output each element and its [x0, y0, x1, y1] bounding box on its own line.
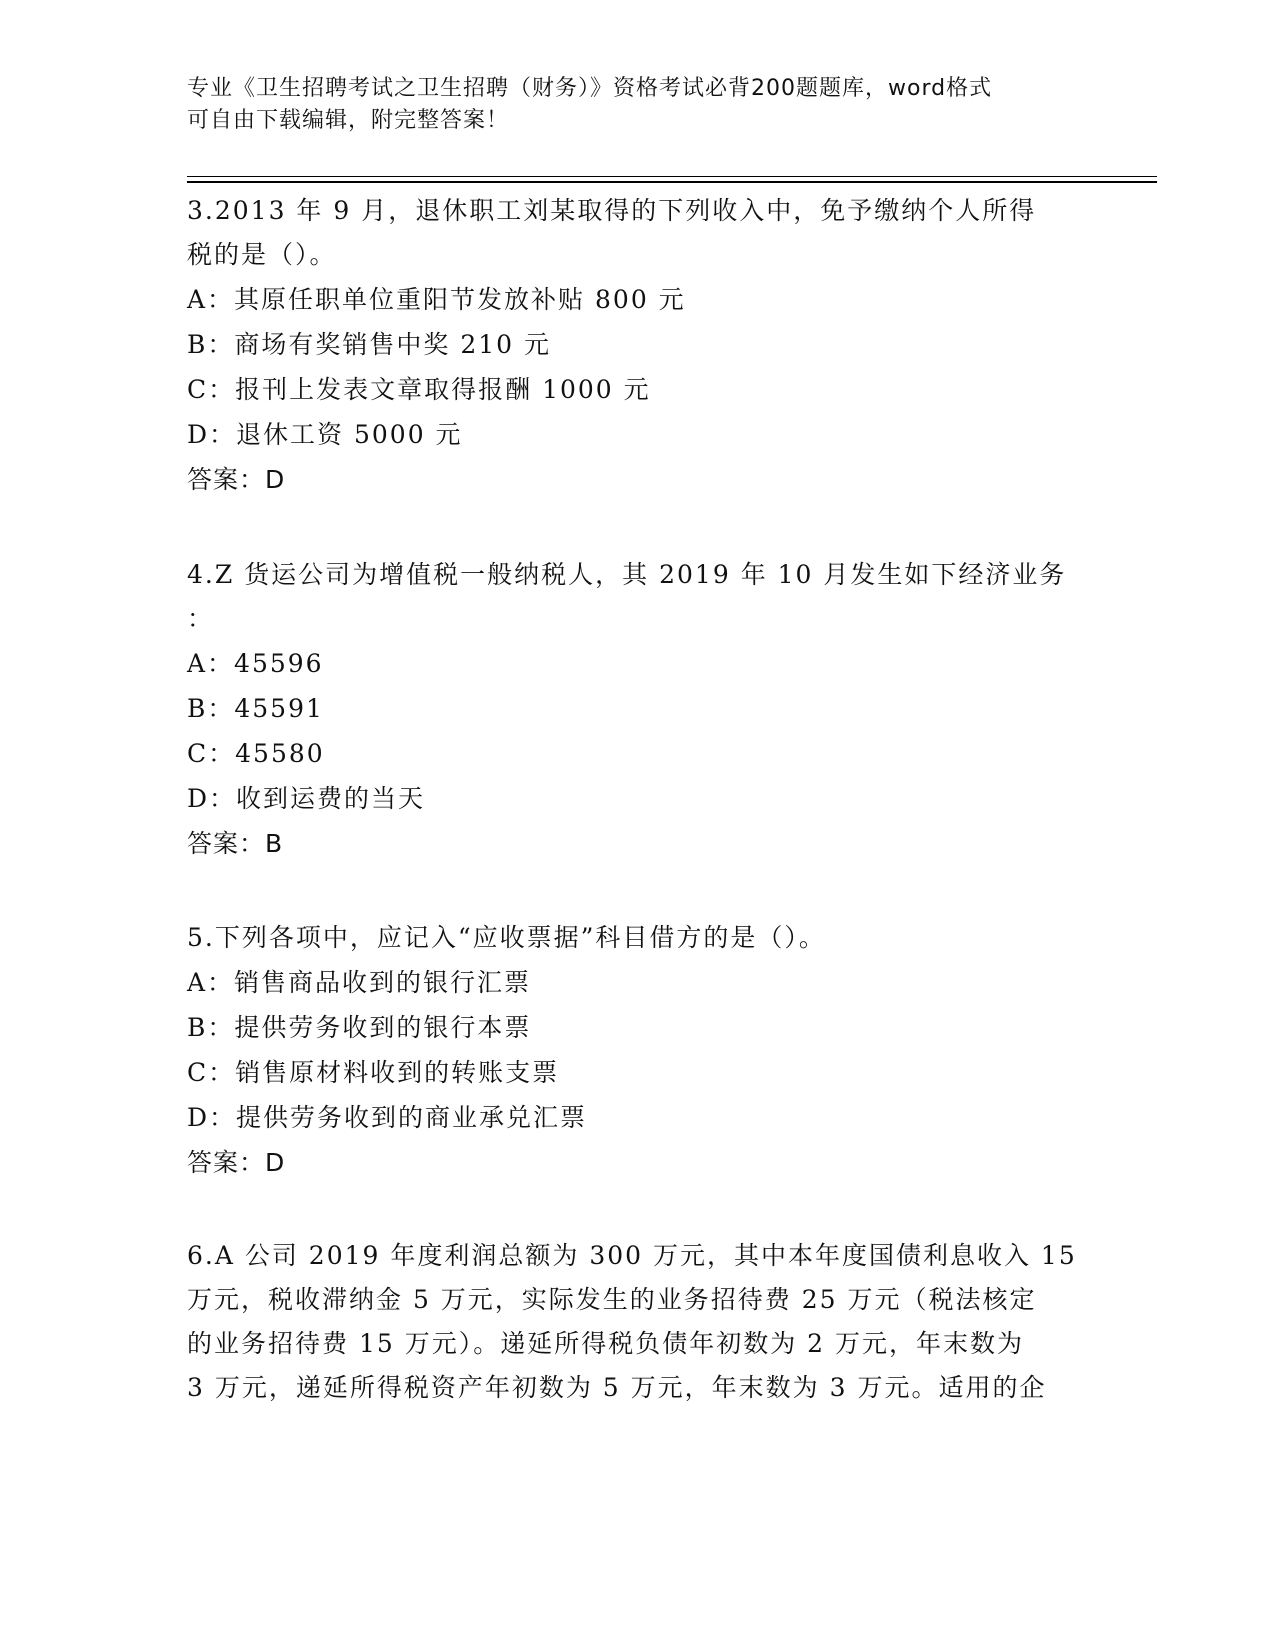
document-header [187, 73, 1067, 137]
option-d: D：提供劳务收到的商业承兑汇票 [187, 1103, 588, 1132]
question-stem-line: 6.A 公司 2019 年度利润总额为 300 万元，其中本年度国债利息收入 15 [187, 1241, 1077, 1270]
option-d: D：退休工资 5000 元 [187, 420, 463, 449]
header-line-1: 专业《卫生招聘考试之卫生招聘（财务）》资格考试必背200题题库，word格式 [187, 76, 993, 101]
question-stem-line: 万元，税收滞纳金 5 万元，实际发生的业务招待费 25 万元（税法核定 [187, 1285, 1037, 1314]
question-stem-line: 税的是（）。 [187, 240, 337, 269]
question-stem-line: 4.Z 货运公司为增值税一般纳税人，其 2019 年 10 月发生如下经济业务 [187, 560, 1067, 589]
answer-line: 答案：D [187, 465, 286, 494]
option-c: C：45580 [187, 739, 325, 768]
option-c: C：销售原材料收到的转账支票 [187, 1058, 560, 1087]
question-stem-line: 3 万元，递延所得税资产年初数为 5 万元，年末数为 3 万元。适用的企 [187, 1373, 1047, 1402]
option-b: B：提供劳务收到的银行本票 [187, 1013, 532, 1042]
option-b: B：商场有奖销售中奖 210 元 [187, 330, 551, 359]
question-block [187, 189, 1087, 503]
option-a: A：其原任职单位重阳节发放补贴 800 元 [187, 285, 686, 314]
header-divider-thick [187, 181, 1157, 183]
question-block [187, 1234, 1087, 1410]
option-b: B：45591 [187, 694, 324, 723]
option-c: C：报刊上发表文章取得报酬 1000 元 [187, 375, 651, 404]
question-stem-line: 5.下列各项中，应记入“应收票据”科目借方的是（）。 [187, 923, 826, 952]
option-d: D：收到运费的当天 [187, 784, 426, 813]
option-a: A：销售商品收到的银行汇票 [187, 968, 532, 997]
question-stem-line: 3.2013 年 9 月，退休职工刘某取得的下列收入中，免予缴纳个人所得 [187, 196, 1037, 225]
header-divider-thin [187, 176, 1157, 177]
question-stem-line: 的业务招待费 15 万元）。递延所得税负债年初数为 2 万元，年末数为 [187, 1329, 1025, 1358]
answer-line: 答案：B [187, 829, 284, 858]
header-line-2: 可自由下载编辑，附完整答案！ [187, 108, 510, 133]
question-stem-line: ： [187, 604, 215, 633]
question-block [187, 916, 1087, 1186]
option-a: A：45596 [187, 649, 324, 678]
question-block [187, 553, 1087, 867]
answer-line: 答案：D [187, 1148, 286, 1177]
